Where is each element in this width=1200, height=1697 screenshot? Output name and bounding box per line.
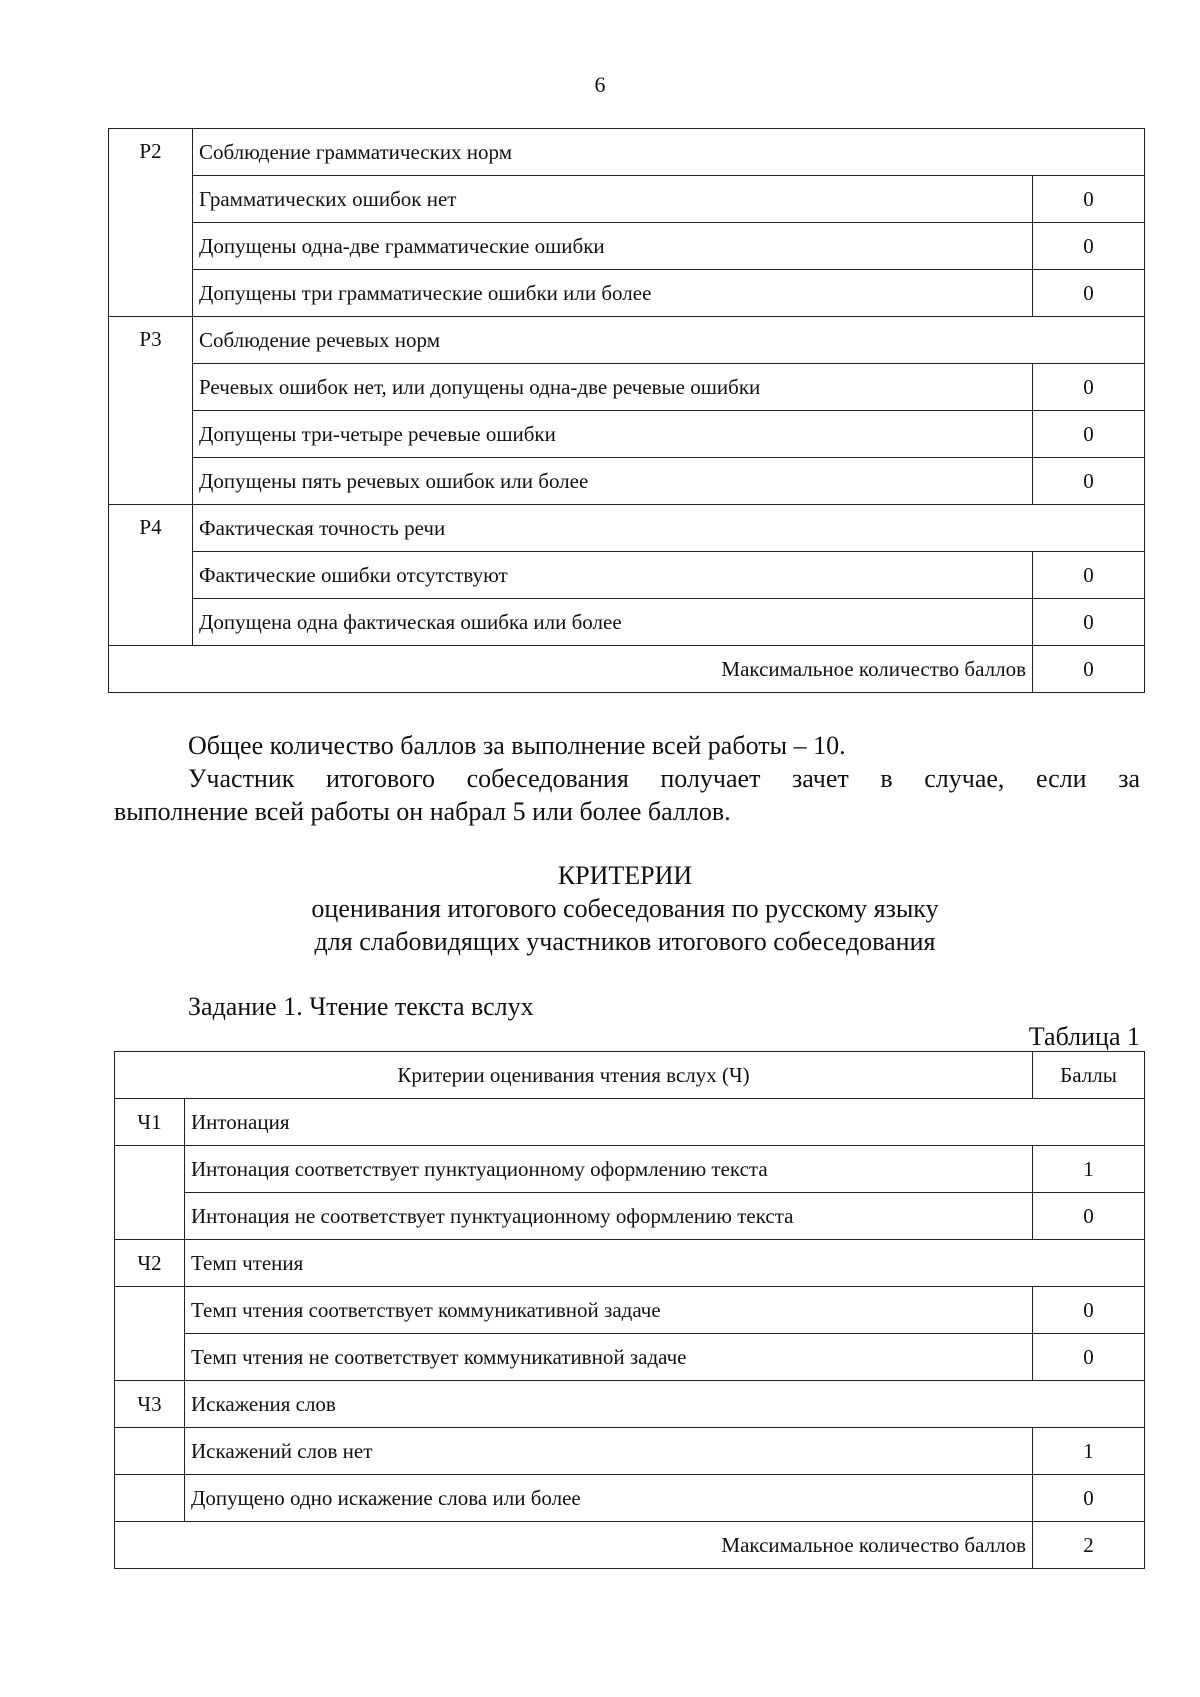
table-row — [109, 599, 1145, 646]
criteria-table-speech — [108, 128, 1145, 693]
table-caption: Таблица 1 — [1028, 1022, 1140, 1051]
criterion-description: Допущено одно искажение слова или более — [185, 1475, 1033, 1522]
criterion-score: 0 — [1033, 364, 1145, 411]
criterion-code: Р4 — [109, 505, 193, 646]
table-row — [109, 458, 1145, 505]
empty-code-cell — [115, 1428, 185, 1475]
max-score-row — [109, 646, 1145, 693]
table-row — [115, 1193, 1145, 1240]
criterion-description: Темп чтения соответствует коммуникативной задаче — [185, 1287, 1033, 1334]
table-row — [109, 411, 1145, 458]
criterion-group-row — [109, 317, 1145, 364]
max-score-value: 2 — [1033, 1522, 1145, 1569]
criterion-score: 0 — [1033, 552, 1145, 599]
criterion-score: 0 — [1033, 223, 1145, 270]
table-row — [109, 223, 1145, 270]
table-row — [109, 270, 1145, 317]
criterion-group-row — [109, 129, 1145, 176]
task-title: Задание 1. Чтение текста вслух — [188, 992, 534, 1021]
page-number: 6 — [594, 72, 606, 97]
max-score-row — [115, 1522, 1145, 1569]
criterion-description: Искажений слов нет — [185, 1428, 1033, 1475]
total-score-paragraph: Общее количество баллов за выполнение всей работы – 10. — [188, 731, 846, 760]
criterion-description: Фактические ошибки отсутствуют — [193, 552, 1033, 599]
max-score-value: 0 — [1033, 646, 1145, 693]
table-row — [115, 1428, 1145, 1475]
empty-code-cell — [115, 1475, 185, 1522]
pass-condition-line-2: выполнение всей работы он набрал 5 или более баллов. — [114, 797, 731, 826]
criterion-group-row — [109, 505, 1145, 552]
criterion-group-row — [115, 1240, 1145, 1287]
criterion-score: 1 — [1033, 1146, 1145, 1193]
criterion-title: Соблюдение речевых норм — [193, 317, 1145, 364]
criterion-description: Интонация не соответствует пунктуационному оформлению текста — [185, 1193, 1033, 1240]
criterion-title: Искажения слов — [185, 1381, 1145, 1428]
criterion-description: Допущены три-четыре речевые ошибки — [193, 411, 1033, 458]
criterion-score: 0 — [1033, 176, 1145, 223]
empty-code-cell — [115, 1146, 185, 1240]
empty-code-cell — [115, 1287, 185, 1381]
criterion-description: Допущена одна фактическая ошибка или более — [193, 599, 1033, 646]
criterion-title: Фактическая точность речи — [193, 505, 1145, 552]
max-score-label: Максимальное количество баллов — [115, 1522, 1033, 1569]
criterion-code: Р2 — [109, 129, 193, 317]
criterion-score: 0 — [1033, 1475, 1145, 1522]
table-row — [109, 552, 1145, 599]
criteria-heading-title: КРИТЕРИИ — [557, 861, 693, 890]
criterion-group-row — [115, 1381, 1145, 1428]
table-row — [109, 364, 1145, 411]
criterion-description: Допущены пять речевых ошибок или более — [193, 458, 1033, 505]
criterion-score: 0 — [1033, 411, 1145, 458]
criteria-heading-subtitle-1: оценивания итогового собеседования по русскому языку — [311, 894, 939, 923]
header-points: Баллы — [1033, 1052, 1145, 1099]
criteria-table-reading — [114, 1051, 1145, 1569]
criterion-description: Темп чтения не соответствует коммуникативной задаче — [185, 1334, 1033, 1381]
criterion-score: 0 — [1033, 458, 1145, 505]
criterion-score: 0 — [1033, 1193, 1145, 1240]
criterion-title: Соблюдение грамматических норм — [193, 129, 1145, 176]
table-row — [115, 1475, 1145, 1522]
table-row — [115, 1287, 1145, 1334]
header-criteria: Критерии оценивания чтения вслух (Ч) — [115, 1052, 1033, 1099]
criterion-title: Интонация — [185, 1099, 1145, 1146]
criterion-description: Речевых ошибок нет, или допущены одна-две речевые ошибки — [193, 364, 1033, 411]
criterion-code: Р3 — [109, 317, 193, 505]
criterion-code: Ч1 — [115, 1099, 185, 1146]
table-row — [115, 1146, 1145, 1193]
criteria-heading-subtitle-2: для слабовидящих участников итогового собеседования — [314, 927, 936, 956]
criterion-score: 0 — [1033, 270, 1145, 317]
criterion-group-row — [115, 1099, 1145, 1146]
criterion-title: Темп чтения — [185, 1240, 1145, 1287]
criterion-description: Интонация соответствует пунктуационному оформлению текста — [185, 1146, 1033, 1193]
criterion-score: 0 — [1033, 599, 1145, 646]
table-header-row — [115, 1052, 1145, 1099]
table-row — [115, 1334, 1145, 1381]
criterion-score: 1 — [1033, 1428, 1145, 1475]
criterion-description: Допущены одна-две грамматические ошибки — [193, 223, 1033, 270]
table-row — [109, 176, 1145, 223]
criterion-code: Ч3 — [115, 1381, 185, 1428]
criterion-score: 0 — [1033, 1334, 1145, 1381]
max-score-label: Максимальное количество баллов — [109, 646, 1033, 693]
criterion-score: 0 — [1033, 1287, 1145, 1334]
criterion-code: Ч2 — [115, 1240, 185, 1287]
pass-condition-line-1: Участник итогового собеседования получает зачет в случае, если за — [188, 764, 1140, 793]
criterion-description: Грамматических ошибок нет — [193, 176, 1033, 223]
criterion-description: Допущены три грамматические ошибки или более — [193, 270, 1033, 317]
